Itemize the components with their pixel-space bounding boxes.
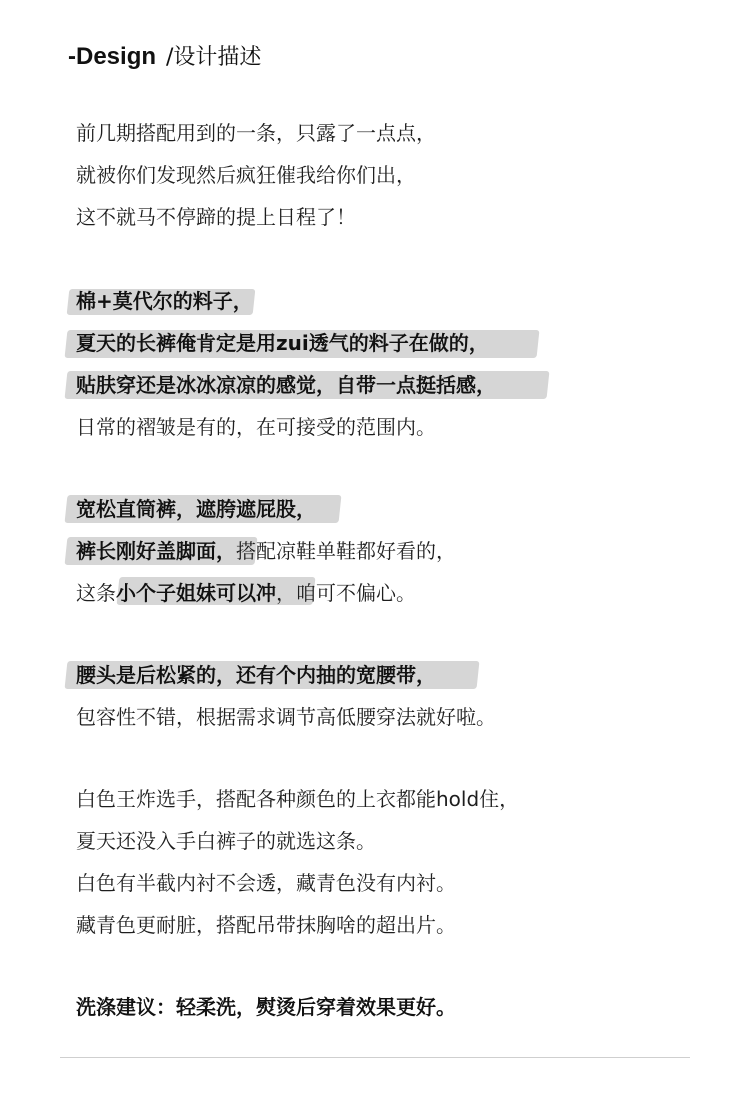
header-title-zh: /设计描述	[166, 45, 262, 70]
p2-line-1: 棉+莫代尔的料子，	[76, 289, 253, 313]
p3-line-3	[76, 578, 416, 608]
p3-line-3-b: ，咱可不偏心。	[276, 581, 416, 605]
p3-line-2-bold: 裤长刚好盖脚面，	[76, 539, 236, 563]
p4-line-1: 腰头是后松紧的，还有个内抽的宽腰带，	[76, 663, 436, 687]
p5-line-1: 白色王炸选手，搭配各种颜色的上衣都能hold住，	[76, 787, 520, 811]
p3-line-3-bold: 小个子姐妹可以冲	[116, 581, 276, 605]
p4-line-2: 包容性不错，根据需求调节高低腰穿法就好啦。	[76, 705, 496, 729]
p1-line-3: 这不就马不停蹄的提上日程了！	[76, 205, 356, 229]
p5-line-3: 白色有半截内衬不会透，藏青色没有内衬。	[76, 871, 456, 895]
p3-line-1: 宽松直筒裤，遮胯遮屁股，	[76, 497, 316, 521]
p3-line-2-plain: 搭配凉鞋单鞋都好看的，	[236, 539, 456, 563]
p2-line-3: 贴肤穿还是冰冰凉凉的感觉，自带一点挺括感，	[76, 373, 496, 397]
p5-line-4: 藏青色更耐脏，搭配吊带抹胸啥的超出片。	[76, 913, 456, 937]
p2-line-4: 日常的褶皱是有的，在可接受的范围内。	[76, 415, 436, 439]
washing-advice: 洗涤建议：轻柔洗，熨烫后穿着效果更好。	[76, 995, 456, 1019]
p3-line-2	[76, 536, 456, 566]
p2-line-2: 夏天的长裤俺肯定是用zui透气的料子在做的，	[76, 331, 489, 355]
p1-line-2: 就被你们发现然后疯狂催我给你们出，	[76, 163, 416, 187]
design-header	[68, 40, 261, 76]
p1-line-1: 前几期搭配用到的一条，只露了一点点，	[76, 121, 436, 145]
p5-line-2: 夏天还没入手白裤子的就选这条。	[76, 829, 376, 853]
p3-line-3-a: 这条	[76, 581, 116, 605]
bottom-divider	[60, 1057, 690, 1058]
header-title-en: -Design	[68, 43, 157, 70]
